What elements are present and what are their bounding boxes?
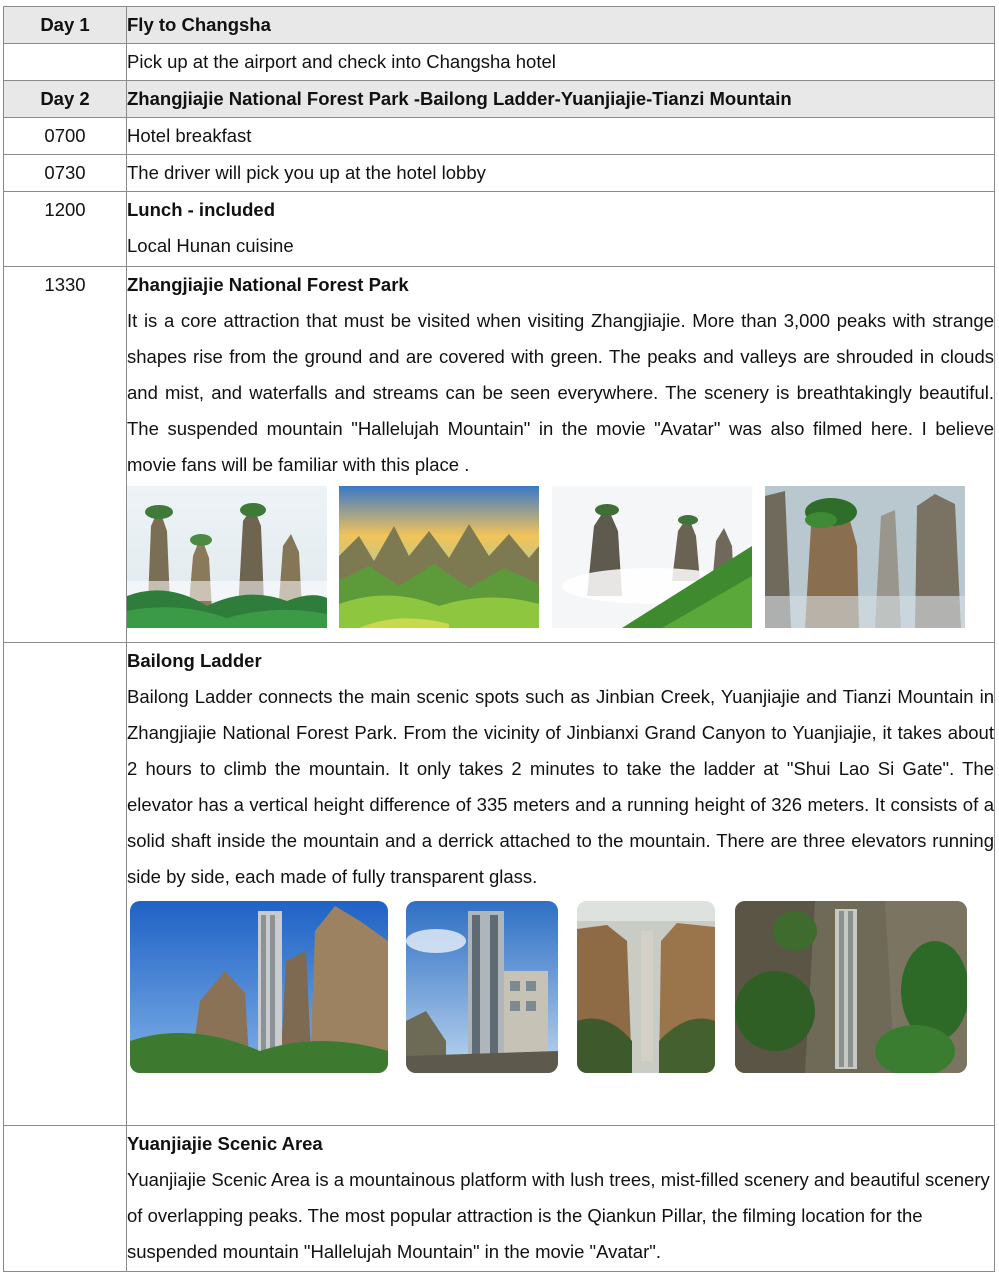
time-1330: 1330 (4, 267, 127, 643)
row-bailong (4, 643, 995, 1126)
empty-cell (4, 1126, 127, 1272)
forest-photo-tall-pillar (765, 486, 965, 628)
bailong-photo-elevator-base (406, 901, 558, 1073)
lunch-title: Lunch - included (127, 199, 275, 220)
bailong-photo-forest-shaft (735, 901, 967, 1073)
yuanjiajie-description: Yuanjiajie Scenic Area is a mountainous platform with lush trees, mist-filled scenery and beautiful scenery of overlapping peaks. The most popular attraction is the Qiankun Pillar, the filming location for the suspended mountain "Hallelujah Mountain" in the movie "Avatar". (127, 1169, 990, 1262)
row-1200 (4, 192, 995, 267)
forest-photo-cloud-cliffs (552, 486, 752, 628)
time-1200: 1200 (4, 192, 127, 267)
activity-0730: The driver will pick you up at the hotel lobby (127, 155, 995, 192)
day1-label: Day 1 (4, 7, 127, 44)
lunch-note: Local Hunan cuisine (127, 235, 294, 256)
bailong-description: Bailong Ladder connects the main scenic spots such as Jinbian Creek, Yuanjiajie and Tianzi Mountain in Zhangjiajie National Forest Park. From the vicinity of Jinbianxi Grand Canyon to Yuanjiajie, it takes about 2 hours to climb the mountain. It only takes 2 minutes to take the ladder at "Shui Lao Si Gate". The elevator has a vertical height difference of 335 meters and a running height of 326 meters. It consists of a solid shaft inside the mountain and a derrick attached to the mountain. There are three elevators running side by side, each made of fully transparent glass. (127, 686, 994, 887)
bailong-cell (127, 643, 995, 1126)
forest-park-title: Zhangjiajie National Forest Park (127, 274, 409, 295)
empty-cell (4, 643, 127, 1126)
row-yuanjiajie (4, 1126, 995, 1272)
row-0700 (4, 118, 995, 155)
yuanjiajie-cell (127, 1126, 995, 1272)
empty-cell (4, 44, 127, 81)
bailong-title: Bailong Ladder (127, 650, 262, 671)
day1-note: Pick up at the airport and check into Changsha hotel (127, 44, 995, 81)
row-0730 (4, 155, 995, 192)
day2-title: Zhangjiajie National Forest Park -Bailong Ladder-Yuanjiajie-Tianzi Mountain (127, 81, 995, 118)
row-1330 (4, 267, 995, 643)
time-0730: 0730 (4, 155, 127, 192)
forest-photo-sunny-peaks (339, 486, 539, 628)
activity-0700: Hotel breakfast (127, 118, 995, 155)
activity-1200 (127, 192, 995, 267)
bailong-photo-canyon-shaft (577, 901, 715, 1073)
day1-title: Fly to Changsha (127, 7, 995, 44)
yuanjiajie-title: Yuanjiajie Scenic Area (127, 1133, 323, 1154)
day2-row (4, 81, 995, 118)
forest-park-description: It is a core attraction that must be visited when visiting Zhangjiajie. More than 3,000 peaks with strange shapes rise from the ground and are covered with green. The peaks and valleys are shrouded in clouds and mist, and waterfalls and streams can be seen everywhere. The scenery is breathtakingly beautiful. The suspended mountain "Hallelujah Mountain" in the movie "Avatar" was also filmed here. I believe movie fans will be familiar with this place . (127, 310, 994, 475)
forest-photo-misty-pillars (127, 486, 327, 628)
forest-park-photos (127, 486, 994, 628)
bailong-photo-elevator-cliff (130, 901, 388, 1073)
forest-park-cell (127, 267, 995, 643)
time-0700: 0700 (4, 118, 127, 155)
day1-row (4, 7, 995, 44)
bailong-photos (127, 901, 994, 1073)
day1-note-row (4, 44, 995, 81)
day2-label: Day 2 (4, 81, 127, 118)
itinerary-table (3, 6, 995, 1272)
